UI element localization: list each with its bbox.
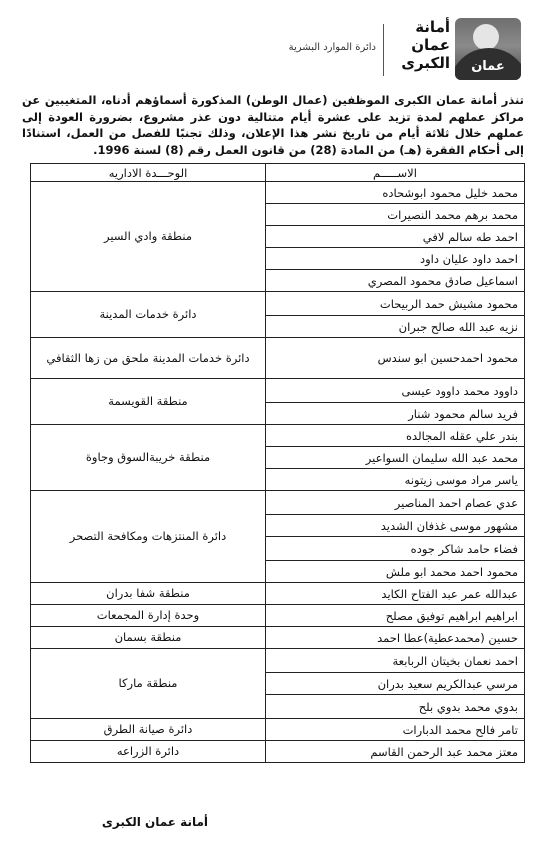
logo-title-line: الكبرى	[401, 54, 450, 72]
table-row	[31, 425, 525, 447]
header	[0, 0, 540, 88]
employee-name: نزيه عبد الله صالح جبران	[266, 316, 525, 338]
table-row	[31, 605, 525, 627]
department-label: دائرة الموارد البشرية	[288, 42, 376, 53]
employee-name: احمد طه سالم لافي	[266, 226, 525, 248]
administrative-unit: دائرة خدمات المدينة	[31, 292, 266, 338]
employee-name: فضاء حامد شاكر جوده	[266, 537, 525, 561]
administrative-unit: دائرة صيانة الطرق	[31, 719, 266, 741]
administrative-unit: دائرة خدمات المدينة ملحق من زها الثقافي	[31, 338, 266, 379]
employee-name: بدوي محمد بدوي بلح	[266, 695, 525, 719]
table-row	[31, 292, 525, 316]
table-row	[31, 379, 525, 403]
name-column-header: الاســـــم	[266, 164, 525, 182]
logo-title	[388, 18, 450, 72]
administrative-unit: منطقة ماركا	[31, 649, 266, 719]
table-row	[31, 583, 525, 605]
administrative-unit: دائرة المنتزهات ومكافحة التصحر	[31, 491, 266, 583]
administrative-unit: وحدة إدارة المجمعات	[31, 605, 266, 627]
employee-name: بندر علي عقله المجالده	[266, 425, 525, 447]
table-row	[31, 719, 525, 741]
employee-name: محمد خليل محمود ابوشحاده	[266, 182, 525, 204]
employee-name: محمود احمد محمد ابو ملش	[266, 561, 525, 583]
employee-name: محمد عبد الله سليمان السواعير	[266, 447, 525, 469]
administrative-unit: منطقة وادي السير	[31, 182, 266, 292]
unit-column-header: الوحـــدة الاداريه	[31, 164, 266, 182]
employee-name: محمود احمدحسين ابو سندس	[266, 338, 525, 379]
employee-name: ياسر مراد موسى زيتونه	[266, 469, 525, 491]
table-body	[31, 182, 525, 763]
logo-title-line: أمانة	[415, 18, 450, 36]
footer-signature: أمانة عمان الكبرى	[101, 815, 208, 829]
employee-name: فريد سالم محمود شنار	[266, 403, 525, 425]
administrative-unit: منطقة شفا بدران	[31, 583, 266, 605]
notice-text: تنذر أمانة عمان الكبرى الموظفين (عمال الوطن) المذكورة أسماؤهم أدناه، المتغيبين عن مراكز عملهم لمدة تزيد على عشرة أيام متتالية دون عذر مشروع، بضرورة العودة إلى عملهم خلال ثلاثة أيام من تاريخ نشر هذا الإعلان، وذلك تجنبًا للفصل من العمل، استنادًا إلى أحكام الفقرة (هـ) من المادة (28) من قانون العمل رقم (8) لسنة 1996.	[22, 93, 524, 157]
amman-logo	[455, 18, 521, 80]
logo-text: عمان	[471, 59, 505, 74]
table-row	[31, 338, 525, 379]
table-row	[31, 741, 525, 763]
employee-name: حسين (محمدعطية)عطا احمد	[266, 627, 525, 649]
table-header-row	[31, 164, 525, 182]
administrative-unit: منطقة بسمان	[31, 627, 266, 649]
employee-name: احمد نعمان بخيتان الربابعة	[266, 649, 525, 673]
employee-name: عدي عصام احمد المناصير	[266, 491, 525, 515]
administrative-unit: منطقة القويسمة	[31, 379, 266, 425]
employee-name: عبدالله عمر عبد الفتاح الكايد	[266, 583, 525, 605]
employee-name: محمد برهم محمد النصيرات	[266, 204, 525, 226]
employee-name: داوود محمد داوود عيسى	[266, 379, 525, 403]
employee-name: محمود مشيش حمد الربيحات	[266, 292, 525, 316]
employee-name: مرسي عبدالكريم سعيد بدران	[266, 673, 525, 695]
employees-table	[30, 163, 525, 763]
employee-name: ابراهيم ابراهيم توفيق مصلح	[266, 605, 525, 627]
employee-name: احمد داود عليان داود	[266, 248, 525, 270]
header-divider	[383, 24, 384, 76]
employee-name: مشهور موسى غذفان الشديد	[266, 515, 525, 537]
table-row	[31, 491, 525, 515]
table-row	[31, 627, 525, 649]
administrative-unit: دائرة الزراعه	[31, 741, 266, 763]
employee-name: معتز محمد عبد الرحمن القاسم	[266, 741, 525, 763]
logo-sun-icon	[473, 24, 499, 50]
logo-title-line: عمان	[411, 36, 450, 54]
table-row	[31, 649, 525, 673]
employee-name: اسماعيل صادق محمود المصري	[266, 270, 525, 292]
table-row	[31, 182, 525, 204]
employee-name: تامر فالح محمد الدبارات	[266, 719, 525, 741]
administrative-unit: منطقة خريبةالسوق وجاوة	[31, 425, 266, 491]
